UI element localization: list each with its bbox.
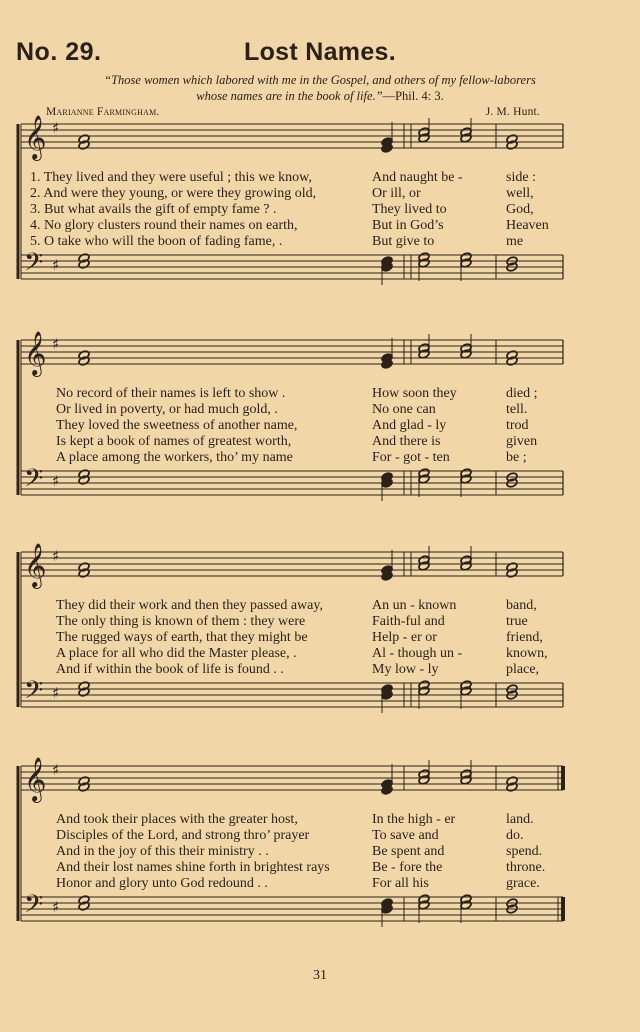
lyric-line — [0, 402, 640, 418]
lyric-end: me — [506, 234, 524, 249]
lyric-text: Or lived in poverty, or had much gold, . — [56, 402, 278, 417]
lyric-cadence: How soon they — [372, 386, 457, 401]
lyric-end: tell. — [506, 402, 528, 417]
lyric-cadence: Be - fore the — [372, 860, 443, 875]
lyric-line — [0, 828, 640, 844]
lyric-cadence: For all his — [372, 876, 429, 891]
lyric-cadence: Help - er or — [372, 630, 437, 645]
lyric-cadence: To save and — [372, 828, 439, 843]
lyric-end: throne. — [506, 860, 546, 875]
lyric-text: And in the joy of this their ministry . . — [56, 844, 269, 859]
page-number: 31 — [313, 968, 327, 983]
lyrics-block-4 — [0, 812, 640, 892]
lyric-line — [0, 186, 640, 202]
scripture-reference: —Phil. 4: 3. — [382, 89, 444, 103]
lyric-end: land. — [506, 812, 534, 827]
lyric-cadence: No one can — [372, 402, 436, 417]
lyric-cadence: Al - though un - — [372, 646, 463, 661]
lyric-cadence: But in God’s — [372, 218, 444, 233]
lyric-cadence: An un - known — [372, 598, 457, 613]
lyric-text: They did their work and then they passed away, — [56, 598, 323, 613]
lyric-line — [0, 630, 640, 646]
sharp-icon: ♯ — [52, 472, 60, 490]
lyrics-block-2 — [0, 386, 640, 466]
lyric-line — [0, 598, 640, 614]
lyric-cadence: Or ill, or — [372, 186, 421, 201]
sharp-icon: ♯ — [52, 256, 60, 274]
lyric-end: known, — [506, 646, 548, 661]
lyric-end: trod — [506, 418, 529, 433]
sharp-icon: ♯ — [52, 898, 60, 916]
lyric-text: 5. O take who will the boon of fading fame, . — [30, 234, 283, 249]
bass-clef-icon: 𝄢 — [24, 248, 44, 283]
lyric-cadence: In the high - er — [372, 812, 456, 827]
lyric-line — [0, 202, 640, 218]
lyric-cadence: My low - ly — [372, 662, 439, 677]
lyric-line — [0, 450, 640, 466]
lyric-line — [0, 844, 640, 860]
treble-clef-icon: 𝄞 — [24, 331, 47, 375]
lyric-cadence: But give to — [372, 234, 435, 249]
lyric-cadence: And there is — [372, 434, 441, 449]
bass-clef-icon: 𝄢 — [24, 676, 44, 711]
lyric-text: Honor and glory unto God redound . . — [56, 876, 268, 891]
lyric-end: band, — [506, 598, 537, 613]
lyric-line — [0, 812, 640, 828]
lyric-line — [0, 234, 640, 250]
lyric-text: 1. They lived and they were useful ; this we know, — [30, 170, 312, 185]
lyric-line — [0, 386, 640, 402]
sharp-icon: ♯ — [52, 547, 60, 565]
composer-credit: J. M. Hunt. — [485, 106, 540, 118]
lyric-text: And their lost names shine forth in brightest rays — [56, 860, 330, 875]
lyric-cadence: And naught be - — [372, 170, 463, 185]
lyric-end: friend, — [506, 630, 543, 645]
lyric-text: A place among the workers, tho’ my name — [56, 450, 293, 465]
lyric-text: The only thing is known of them : they were — [56, 614, 306, 629]
lyric-text: No record of their names is left to show . — [56, 386, 286, 401]
lyric-text: Is kept a book of names of greatest worth, — [56, 434, 292, 449]
lyric-end: God, — [506, 202, 534, 217]
scripture-epigraph — [40, 72, 600, 104]
lyric-end: place, — [506, 662, 540, 677]
lyric-line — [0, 646, 640, 662]
lyric-end: Heaven — [506, 218, 549, 233]
lyric-line — [0, 860, 640, 876]
lyric-cadence: For - got - ten — [372, 450, 450, 465]
hymn-number: No. 29. — [16, 38, 102, 66]
sharp-icon: ♯ — [52, 684, 60, 702]
lyric-end: grace. — [506, 876, 540, 891]
lyric-line — [0, 418, 640, 434]
lyric-text: They loved the sweetness of another name, — [56, 418, 298, 433]
lyric-text: 4. No glory clusters round their names on earth, — [30, 218, 298, 233]
lyric-end: be ; — [506, 450, 527, 465]
lyric-line — [0, 170, 640, 186]
scripture-text: whose names are in the book of life.” — [196, 89, 383, 103]
lyric-end: well, — [506, 186, 534, 201]
sharp-icon: ♯ — [52, 119, 60, 137]
lyric-end: given — [506, 434, 538, 449]
lyric-cadence: They lived to — [372, 202, 447, 217]
sharp-icon: ♯ — [52, 761, 60, 779]
lyric-text: 3. But what avails the gift of empty fame ? . — [30, 202, 277, 217]
lyric-line — [0, 218, 640, 234]
lyric-end: do. — [506, 828, 524, 843]
scripture-line-1: “Those women which labored with me in the Gospel, and others of my fellow-laborers — [104, 73, 536, 87]
lyric-line — [0, 614, 640, 630]
lyric-end: true — [506, 614, 528, 629]
lyrics-block-3 — [0, 598, 640, 678]
lyric-end: spend. — [506, 844, 543, 859]
lyrics-block-1 — [0, 170, 640, 250]
bass-clef-icon: 𝄢 — [24, 890, 44, 925]
treble-clef-icon: 𝄞 — [24, 543, 47, 587]
lyric-end: died ; — [506, 386, 538, 401]
scripture-line-2 — [40, 88, 600, 104]
lyric-cadence: Faith-ful and — [372, 614, 445, 629]
hymn-title: Lost Names. — [244, 38, 396, 66]
lyric-cadence: And glad - ly — [372, 418, 447, 433]
treble-clef-icon: 𝄞 — [24, 115, 47, 159]
lyric-text: Disciples of the Lord, and strong thro’ prayer — [56, 828, 310, 843]
lyric-text: The rugged ways of earth, that they might be — [56, 630, 308, 645]
lyric-cadence: Be spent and — [372, 844, 445, 859]
sharp-icon: ♯ — [52, 335, 60, 353]
lyric-text: And if within the book of life is found . . — [56, 662, 284, 677]
treble-clef-icon: 𝄞 — [24, 757, 47, 801]
lyric-text: And took their places with the greater host, — [56, 812, 298, 827]
lyric-text: 2. And were they young, or were they growing old, — [30, 186, 317, 201]
lyric-end: side : — [506, 170, 536, 185]
lyric-line — [0, 662, 640, 678]
lyric-line — [0, 876, 640, 892]
lyric-line — [0, 434, 640, 450]
lyric-text: A place for all who did the Master please, . — [56, 646, 297, 661]
bass-clef-icon: 𝄢 — [24, 464, 44, 499]
author-credit: Marianne Farmingham. — [46, 106, 160, 118]
